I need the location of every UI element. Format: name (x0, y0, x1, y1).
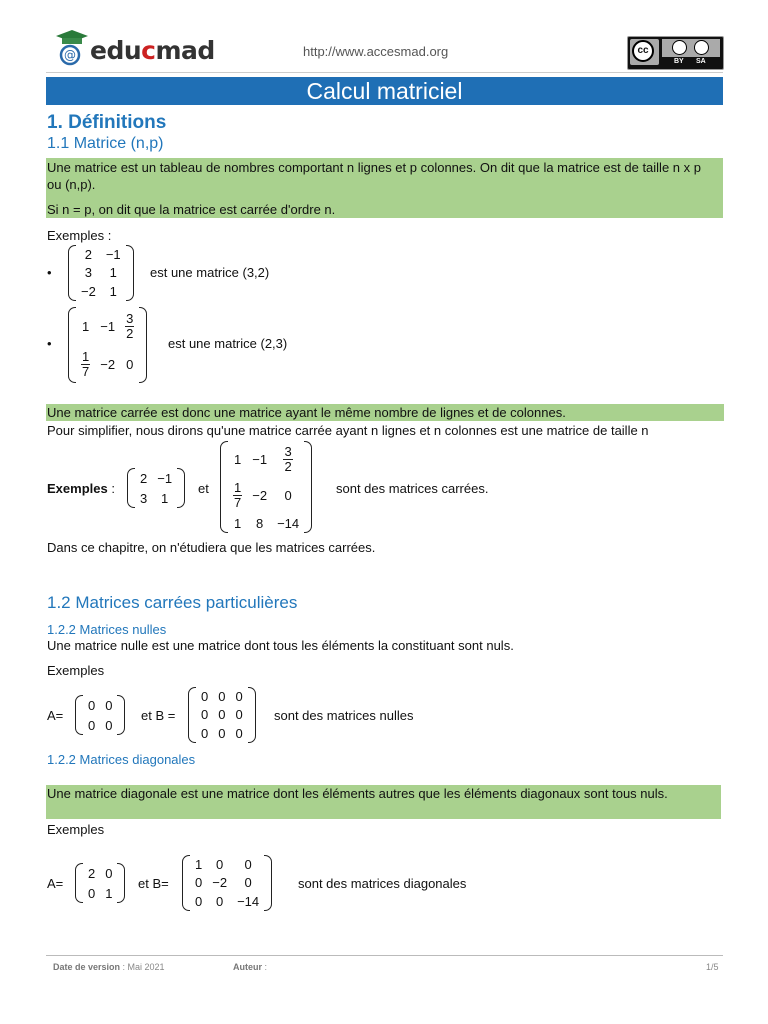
bullet: • (47, 265, 52, 280)
matrix-cell: 1 (161, 490, 169, 506)
matrix-cell: 0 (88, 697, 96, 713)
matrix-3x3-example (220, 441, 312, 533)
matrix-cell: 1 (234, 451, 242, 467)
diagonal-matrix-2x2 (75, 863, 125, 903)
a-label: A= (47, 708, 64, 723)
square-definition-text: Si n = p, on dit que la matrice est carrée d'ordre n. (47, 202, 336, 217)
matrix-cell: 3 (84, 265, 93, 281)
square-matrix-definition: Une matrice carrée est donc une matrice ayant le même nombre de lignes et de colonnes. (46, 404, 724, 421)
matrix-cell: 0 (195, 875, 203, 891)
b2-label: et B= (138, 876, 169, 891)
example1-caption: est une matrice (3,2) (150, 265, 270, 280)
matrix-cell: 0 (218, 688, 226, 704)
fraction: $\frac{1}{7}$ (234, 479, 242, 510)
b-label: et B = (141, 708, 176, 723)
matrix-cell: 1 (234, 515, 242, 531)
examples-label: Exemples : (47, 228, 112, 243)
bullet: • (47, 336, 52, 351)
matrix-cell: 0 (105, 865, 113, 881)
matrix-cell: 8 (256, 515, 264, 531)
version-info: Date de version : Mai 2021 (53, 962, 165, 972)
diagonal-definition: Une matrice diagonale est une matrice dont les éléments autres que les éléments diagonaux sont tous nuls. (46, 785, 721, 819)
and-text: et (198, 481, 209, 496)
sa-icon (694, 40, 709, 55)
matrix-cell: 0 (235, 707, 243, 723)
null-definition: Une matrice nulle est une matrice dont tous les éléments la constituant sont nuls. (47, 638, 514, 653)
matrix-cell: 0 (216, 856, 224, 872)
matrix-cell: 0 (88, 885, 96, 901)
subsection-heading-null: 1.2.2 Matrices nulles (47, 622, 167, 637)
page-number: 1/5 (706, 962, 719, 972)
header-rule (46, 72, 723, 73)
subsection-heading-diagonal: 1.2.2 Matrices diagonales (47, 752, 196, 767)
matrix-cell (272, 441, 304, 477)
matrix-cell: 2 (84, 246, 93, 262)
matrix-cell: 1 (109, 284, 117, 300)
square-examples-caption: sont des matrices carrées. (336, 481, 489, 496)
diagonal-caption: sont des matrices diagonales (298, 876, 467, 891)
matrix-cell: −2 (212, 875, 228, 891)
matrix-cell: −14 (237, 894, 260, 910)
page-title: Calcul matriciel (46, 77, 723, 105)
matrix-cell: 1 (195, 856, 203, 872)
simplification-note: Pour simplifier, nous dirons qu'une matrice carrée ayant n lignes et n colonnes est une matrice de taille n (47, 423, 649, 438)
matrix-cell: 0 (201, 726, 209, 742)
sa-label: SA (696, 58, 706, 65)
section-heading-definitions: 1. Définitions (47, 112, 167, 133)
matrix-cell: −1 (157, 470, 173, 486)
null-examples-label: Exemples (47, 663, 105, 678)
author-info: Auteur : (233, 962, 268, 972)
chapter-note: Dans ce chapitre, on n'étudiera que les matrices carrées. (47, 540, 376, 555)
matrix-cell: −2 (252, 487, 268, 503)
by-icon (672, 40, 687, 55)
matrix-cell: −14 (277, 515, 300, 531)
svg-text:@: @ (64, 48, 76, 62)
matrix-cell: 2 (140, 470, 148, 486)
matrix-cell: −2 (100, 356, 116, 372)
cc-icon: cc (632, 40, 654, 62)
matrix-cell: 0 (88, 717, 96, 733)
matrix-cell (228, 477, 247, 513)
matrix-cell: 0 (105, 697, 113, 713)
matrix-cell: 0 (235, 726, 243, 742)
matrix-cell: 0 (105, 717, 113, 733)
footer-rule (46, 955, 723, 956)
diagonal-matrix-3x3 (182, 855, 272, 911)
logo-text: educmad (90, 36, 215, 65)
matrix-cell: 0 (218, 707, 226, 723)
logo (52, 28, 215, 70)
matrix-cell: 0 (244, 856, 252, 872)
matrix-cell: 0 (126, 356, 134, 372)
square-examples-label: Exemples : (47, 481, 115, 496)
example2-caption: est une matrice (2,3) (168, 336, 288, 351)
diagonal-examples-label: Exemples (47, 822, 105, 837)
matrix-cell (120, 307, 139, 345)
cc-license-badge (627, 36, 724, 70)
matrix-cell: 1 (109, 265, 117, 281)
matrix-cell: −1 (105, 246, 121, 262)
matrix-cell: 0 (201, 707, 209, 723)
subsection-heading-matrice: 1.1 Matrice (n,p) (47, 135, 164, 152)
definition-text: Une matrice est un tableau de nombres comportant n lignes et p colonnes. On dit que la matrice est de taille n x p ou (n,p). (47, 160, 701, 192)
site-url[interactable]: http://www.accesmad.org (303, 44, 449, 59)
fraction: $\frac{3}{2}$ (126, 310, 134, 341)
graduation-cap-logo-icon (52, 28, 92, 70)
section-heading-special-matrices: 1.2 Matrices carrées particulières (47, 593, 298, 612)
by-label: BY (674, 58, 684, 65)
matrix-cell: 0 (235, 688, 243, 704)
matrix-cell: 1 (105, 885, 113, 901)
matrix-3x2 (68, 245, 134, 301)
matrix-cell: 0 (216, 894, 224, 910)
matrix-cell: 2 (88, 865, 96, 881)
matrix-cell: 0 (218, 726, 226, 742)
definition-box (46, 158, 723, 218)
matrix-cell: −2 (81, 284, 96, 300)
fraction: $\frac{3}{2}$ (284, 443, 292, 474)
matrix-2x3 (68, 307, 147, 383)
matrix-cell: 1 (82, 318, 90, 334)
matrix-cell: 0 (195, 894, 203, 910)
matrix-cell: −1 (100, 318, 116, 334)
matrix-cell: 0 (244, 875, 252, 891)
matrix-cell: −1 (252, 451, 268, 467)
null-caption: sont des matrices nulles (274, 708, 414, 723)
matrix-cell: 0 (201, 688, 209, 704)
fraction: $\frac{1}{7}$ (82, 348, 90, 379)
matrix-cell: 0 (284, 487, 292, 503)
matrix-cell: 3 (140, 490, 148, 506)
null-matrix-2x2 (75, 695, 125, 735)
null-matrix-3x3 (188, 687, 256, 743)
matrix-cell (76, 345, 95, 383)
a2-label: A= (47, 876, 64, 891)
matrix-2x2-example (127, 468, 185, 508)
